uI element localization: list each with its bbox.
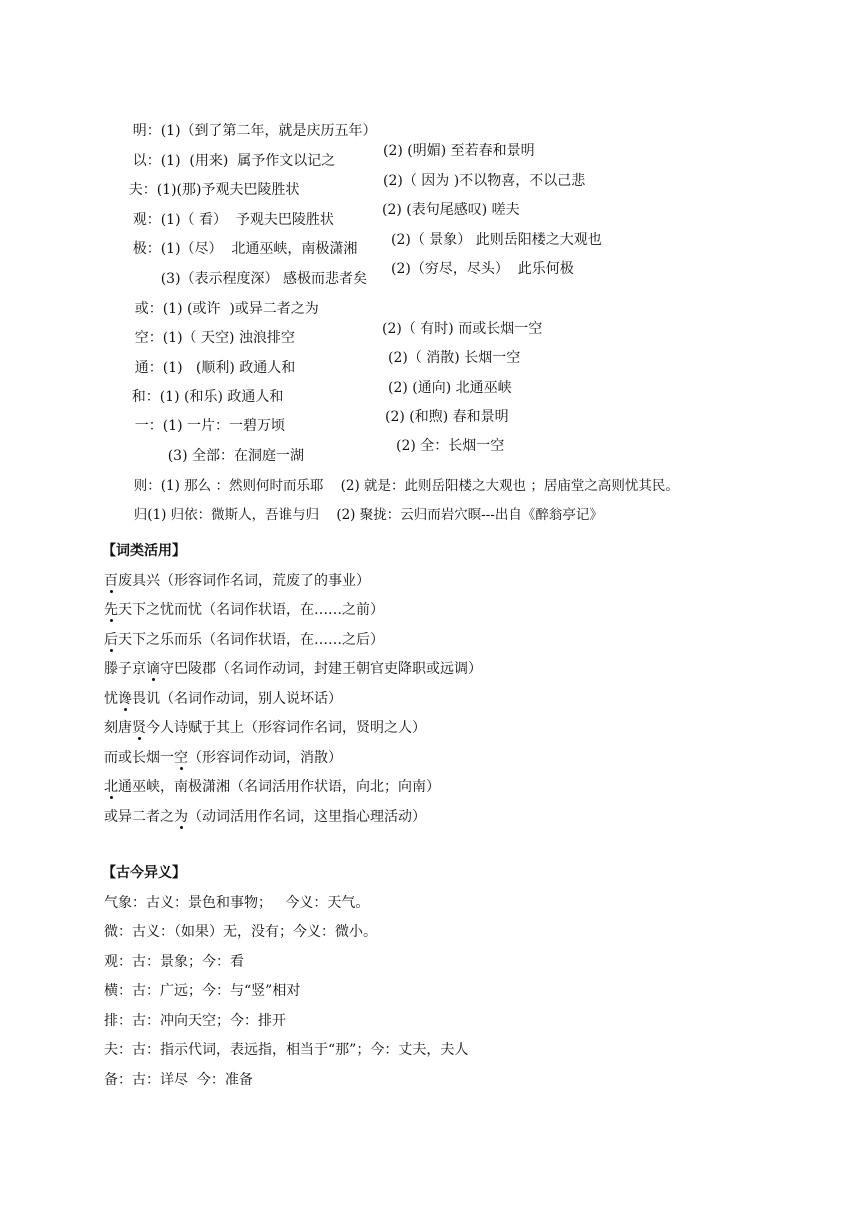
section-title-cilei: 【词类活用】 — [102, 543, 186, 559]
polysemy-item-meaning-b: (2)（ 因为 )不以物喜，不以己悲 — [383, 173, 586, 189]
list-item: 滕子京谪守巴陵郡（名词作动词，封建王朝官吏降职或远调） — [104, 661, 482, 677]
list-item: 微：古义：（如果）无，没有；今义：微小。 — [104, 924, 377, 940]
polysemy-item-meaning-a: (3) 全部：在洞庭一湖 — [167, 448, 304, 464]
list-item: 排：古：冲向天空；今：排开 — [104, 1013, 286, 1029]
polysemy-item-meaning-a: 和：(1) (和乐) 政通人和 — [131, 389, 284, 405]
polysemy-item-meaning-b: (2)（ 有时) 而或长烟一空 — [382, 321, 543, 337]
polysemy-item-meaning-a: 一：(1) 一片：一碧万顷 — [134, 418, 285, 434]
section-title-gujin: 【古今异义】 — [102, 865, 186, 881]
list-item: 而或长烟一空（形容词作动词，消散） — [104, 750, 342, 766]
polysemy-item-meaning-b: (2)（ 消散) 长烟一空 — [388, 350, 521, 366]
polysemy-item-meaning-b: (2) (表句尾感叹) 嗟夫 — [382, 202, 520, 218]
polysemy-item-meaning-b: (2) 全：长烟一空 — [396, 438, 505, 454]
polysemy-item-meaning-b: (2)（ 景象） 此则岳阳楼之大观也 — [391, 232, 602, 248]
polysemy-item-yi-3 — [141, 426, 304, 464]
polysemy-item-ze — [108, 456, 679, 494]
polysemy-item-gui — [108, 485, 603, 523]
polysemy-item-meaning-a: 则：(1) 那么 ：然则何时而乐耶 (2) 就是：此则岳阳楼之大观也 ；居庙堂之高则忧其民。 — [133, 478, 679, 494]
list-item: 气象：古义：景色和事物； 今义：天气。 — [104, 895, 370, 911]
list-item: 横：古：广远；今：与“竖”相对 — [104, 983, 301, 999]
polysemy-item-meaning-b: (2) (明媚) 至若春和景明 — [383, 143, 535, 159]
list-item: 夫：古：指示代词，表远指，相当于“那”；今：丈夫，夫人 — [104, 1042, 469, 1058]
polysemy-item-meaning-a: 观：(1)（ 看） 予观夫巴陵胜状 — [132, 212, 334, 228]
polysemy-item-meaning-a: 夫：(1)(那)予观夫巴陵胜状 — [128, 182, 300, 198]
polysemy-item-meaning-a: 空：(1)（ 天空) 浊浪排空 — [134, 330, 295, 346]
polysemy-item-meaning-b: (2) (和煦) 春和景明 — [385, 409, 509, 425]
list-item: 备：古：详尽 今：准备 — [104, 1072, 253, 1088]
polysemy-item-ji-3 — [134, 249, 367, 287]
polysemy-item-meaning-a: (3)（表示程度深） 感极而悲者矣 — [160, 271, 367, 287]
polysemy-item-meaning-a: 明：(1)（到了第二年，就是庆历五年） — [132, 123, 377, 139]
polysemy-item-meaning-a: 通：(1) (顺利) 政通人和 — [134, 360, 296, 376]
list-item: 百废具兴（形容词作名词，荒废了的事业） — [104, 573, 370, 589]
list-item: 北通巫峡，南极潇湘（名词活用作状语，向北；向南） — [104, 779, 440, 795]
list-item: 刻唐贤今人诗赋于其上（形容词作名词，贤明之人） — [104, 720, 426, 736]
polysemy-item-meaning-b: (2) (通向) 北通巫峡 — [388, 380, 512, 396]
polysemy-item-meaning-a: 以：(1) (用来) 属予作文以记之 — [132, 153, 336, 169]
polysemy-item-meaning-a: 极：(1)（尽） 北通巫峡，南极潇湘 — [132, 241, 358, 257]
list-item: 忧谗畏讥（名词作动词，别人说坏话） — [104, 691, 342, 707]
polysemy-item-meaning-a: 或：(1) (或许 )或异二者之为 — [134, 301, 319, 317]
list-item: 或异二者之为（动词活用作名词，这里指心理活动） — [104, 809, 426, 825]
polysemy-item-meaning-b: (2)（穷尽，尽头） 此乐何极 — [391, 261, 574, 277]
polysemy-item-ming — [106, 101, 535, 159]
list-item: 观：古：景象；今：看 — [104, 954, 244, 970]
polysemy-item-meaning-a: 归(1) 归依：微斯人，吾谁与归 (2) 聚拢：云归而岩穴暝---出自《醉翁亭记》 — [133, 507, 603, 523]
list-item: 先天下之忧而忧（名词作状语，在……之前） — [104, 602, 384, 618]
list-item: 后天下之乐而乐（名词作状语，在……之后） — [104, 632, 384, 648]
